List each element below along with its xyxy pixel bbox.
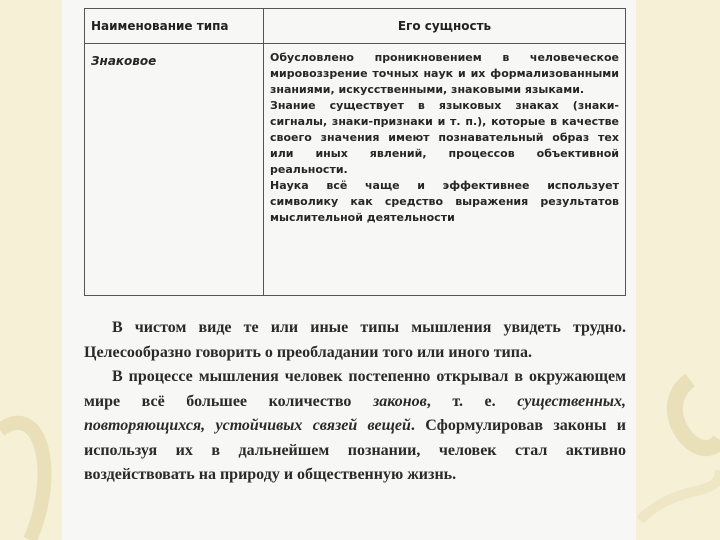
header-type-name: Наименование типа (85, 9, 264, 44)
table-row (85, 44, 626, 296)
textbook-page (62, 0, 636, 540)
essence-cell (264, 44, 626, 296)
text-run: , т. е. (426, 392, 518, 410)
text-run: . Сформулировав законы и используя их в дальнейшем познании, человек стал активно воздействовать на природу и общественную жизнь. (84, 417, 627, 483)
essence-paragraph: Знание существует в языковых знаках (знаки-сигналы, знаки-признаки и т. п.), которые в качестве своего значения имеют познавательный образ тех или иных явлений, процессов объективной реальности. (270, 99, 619, 176)
header-essence: Его сущность (264, 9, 626, 44)
emphasis-laws: законов (372, 392, 427, 410)
essence-text (270, 50, 619, 226)
thinking-types-table (84, 8, 626, 296)
essence-paragraph: Обусловлено проникновением в человеческое мировоззрение точных наук и их формализованными знаниями, искусственными, знаковыми языками. (270, 51, 619, 96)
type-name: Знаковое (91, 54, 157, 68)
text-run: В процессе мышления человек постепенно открывал в окружающем мире всё большее количество (84, 368, 626, 410)
type-name-cell (85, 44, 264, 296)
body-text (84, 316, 626, 488)
essence-paragraph: Наука всё чаще и эффективнее использует символику как средство выражения результатов мыслительной деятельности (270, 179, 619, 224)
emphasis-definition: существенных, повторяющихся, устойчивых связей вещей (84, 392, 626, 434)
paragraph: В чистом виде те или иные типы мышления увидеть трудно. Целесообразно говорить о преобладании того или иного типа. (84, 319, 626, 361)
table-header-row (85, 9, 626, 44)
paragraph (84, 365, 626, 488)
